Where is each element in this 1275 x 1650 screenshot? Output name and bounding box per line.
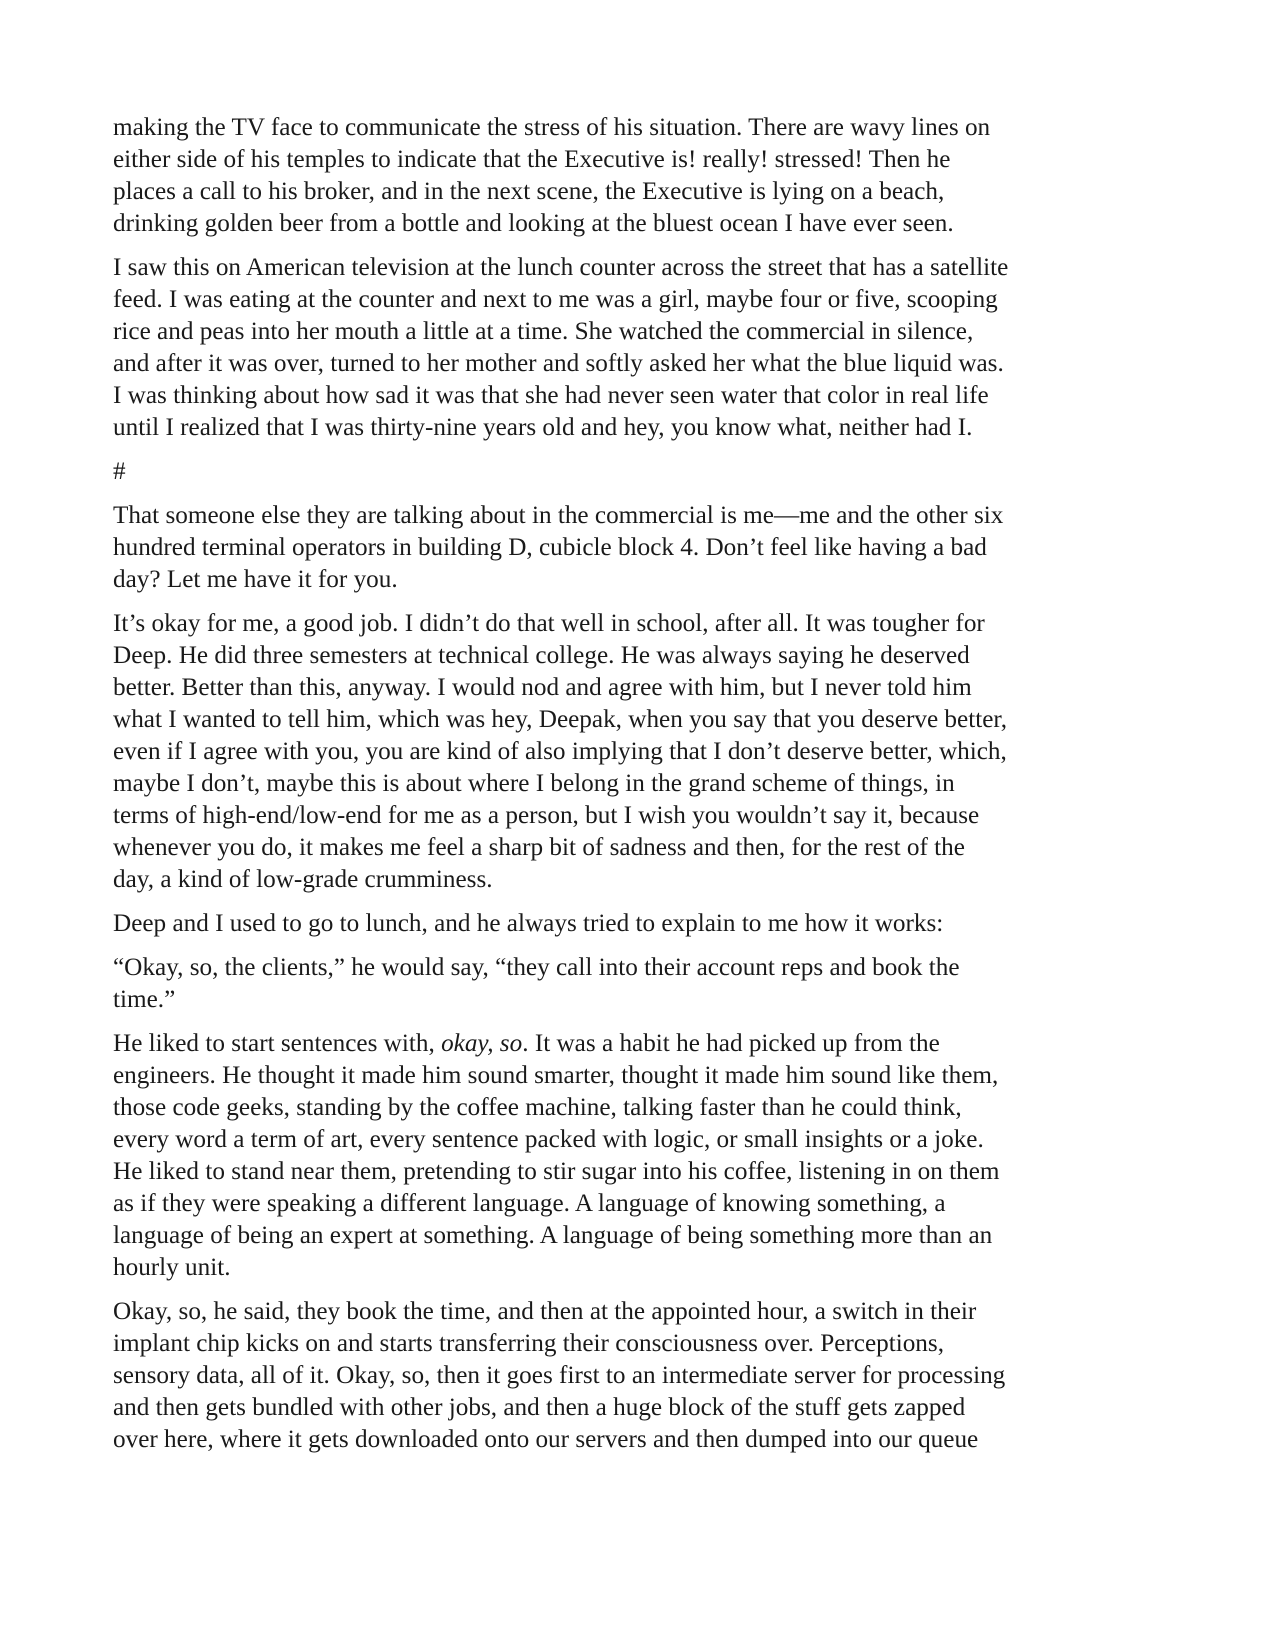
text-line: and then gets bundled with other jobs, and then a huge block of the stuff gets zapped (113, 1394, 966, 1421)
text-line: engineers. He thought it made him sound smarter, thought it made him sound like them, (113, 1062, 999, 1089)
text-line: rice and peas into her mouth a little at a time. She watched the commercial in silence, (113, 318, 974, 345)
text-run: . It was a habit he had picked up from the (522, 1030, 940, 1057)
paragraph-1 (113, 112, 1113, 240)
text-line: every word a term of art, every sentence packed with logic, or small insights or a joke. (113, 1126, 984, 1153)
text-line: over here, where it gets downloaded onto our servers and then dumped into our queue (113, 1426, 979, 1453)
text-line: hundred terminal operators in building D, cubicle block 4. Don’t feel like having a bad (113, 534, 987, 561)
text-line: Deep and I used to go to lunch, and he always tried to explain to me how it works: (113, 910, 944, 937)
section-break-mark: # (113, 458, 126, 485)
text-line: places a call to his broker, and in the next scene, the Executive is lying on a beach, (113, 178, 945, 205)
text-line: until I realized that I was thirty-nine years old and hey, you know what, neither had I. (113, 414, 973, 441)
text-line (113, 1028, 1113, 1060)
text-line: time.” (113, 986, 176, 1013)
text-line: even if I agree with you, you are kind of also implying that I don’t deserve better, which, (113, 738, 1007, 765)
paragraph-8 (113, 1296, 1113, 1456)
text-line: He liked to stand near them, pretending to stir sugar into his coffee, listening in on them (113, 1158, 1000, 1185)
text-line: It’s okay for me, a good job. I didn’t do that well in school, after all. It was tougher for (113, 610, 985, 637)
text-line: sensory data, all of it. Okay, so, then it goes first to an intermediate server for processing (113, 1362, 1006, 1389)
text-line: what I wanted to tell him, which was hey, Deepak, when you say that you deserve better, (113, 706, 1008, 733)
text-line: making the TV face to communicate the stress of his situation. There are wavy lines on (113, 114, 991, 141)
text-line: better. Better than this, anyway. I would nod and agree with him, but I never told him (113, 674, 972, 701)
text-line: “Okay, so, the clients,” he would say, “they call into their account reps and book the (113, 954, 960, 981)
text-line: those code geeks, standing by the coffee machine, talking faster than he could think, (113, 1094, 962, 1121)
paragraph-4 (113, 608, 1113, 896)
text-line: maybe I don’t, maybe this is about where I belong in the grand scheme of things, in (113, 770, 955, 797)
text-line: and after it was over, turned to her mother and softly asked her what the blue liquid was. (113, 350, 1004, 377)
paragraph-7 (113, 1028, 1113, 1284)
text-line: Okay, so, he said, they book the time, and then at the appointed hour, a switch in their (113, 1298, 977, 1325)
text-line: I was thinking about how sad it was that she had never seen water that color in real life (113, 382, 989, 409)
text-line: either side of his temples to indicate that the Executive is! really! stressed! Then he (113, 146, 951, 173)
paragraph-3 (113, 500, 1113, 596)
document-page (113, 112, 1113, 1468)
text-line: day? Let me have it for you. (113, 566, 398, 593)
text-line: day, a kind of low-grade crumminess. (113, 866, 493, 893)
text-line: drinking golden beer from a bottle and looking at the bluest ocean I have ever seen. (113, 210, 954, 237)
text-run: He liked to start sentences with, (113, 1030, 442, 1057)
text-line: Deep. He did three semesters at technical college. He was always saying he deserved (113, 642, 970, 669)
paragraph-2 (113, 252, 1113, 444)
section-break (113, 456, 1113, 488)
text-line: That someone else they are talking about in the commercial is me—me and the other six (113, 502, 1004, 529)
text-line: hourly unit. (113, 1254, 231, 1281)
text-line: terms of high-end/low-end for me as a person, but I wish you wouldn’t say it, because (113, 802, 980, 829)
paragraph-5 (113, 908, 1113, 940)
italic-text: okay, so (441, 1030, 523, 1057)
paragraph-6 (113, 952, 1113, 1016)
text-line: whenever you do, it makes me feel a sharp bit of sadness and then, for the rest of the (113, 834, 965, 861)
text-line: language of being an expert at something. A language of being something more than an (113, 1222, 993, 1249)
text-line: feed. I was eating at the counter and next to me was a girl, maybe four or five, scooping (113, 286, 998, 313)
text-line: I saw this on American television at the lunch counter across the street that has a satellite (113, 254, 1009, 281)
text-line: implant chip kicks on and starts transferring their consciousness over. Perceptions, (113, 1330, 945, 1357)
text-line: as if they were speaking a different language. A language of knowing something, a (113, 1190, 946, 1217)
